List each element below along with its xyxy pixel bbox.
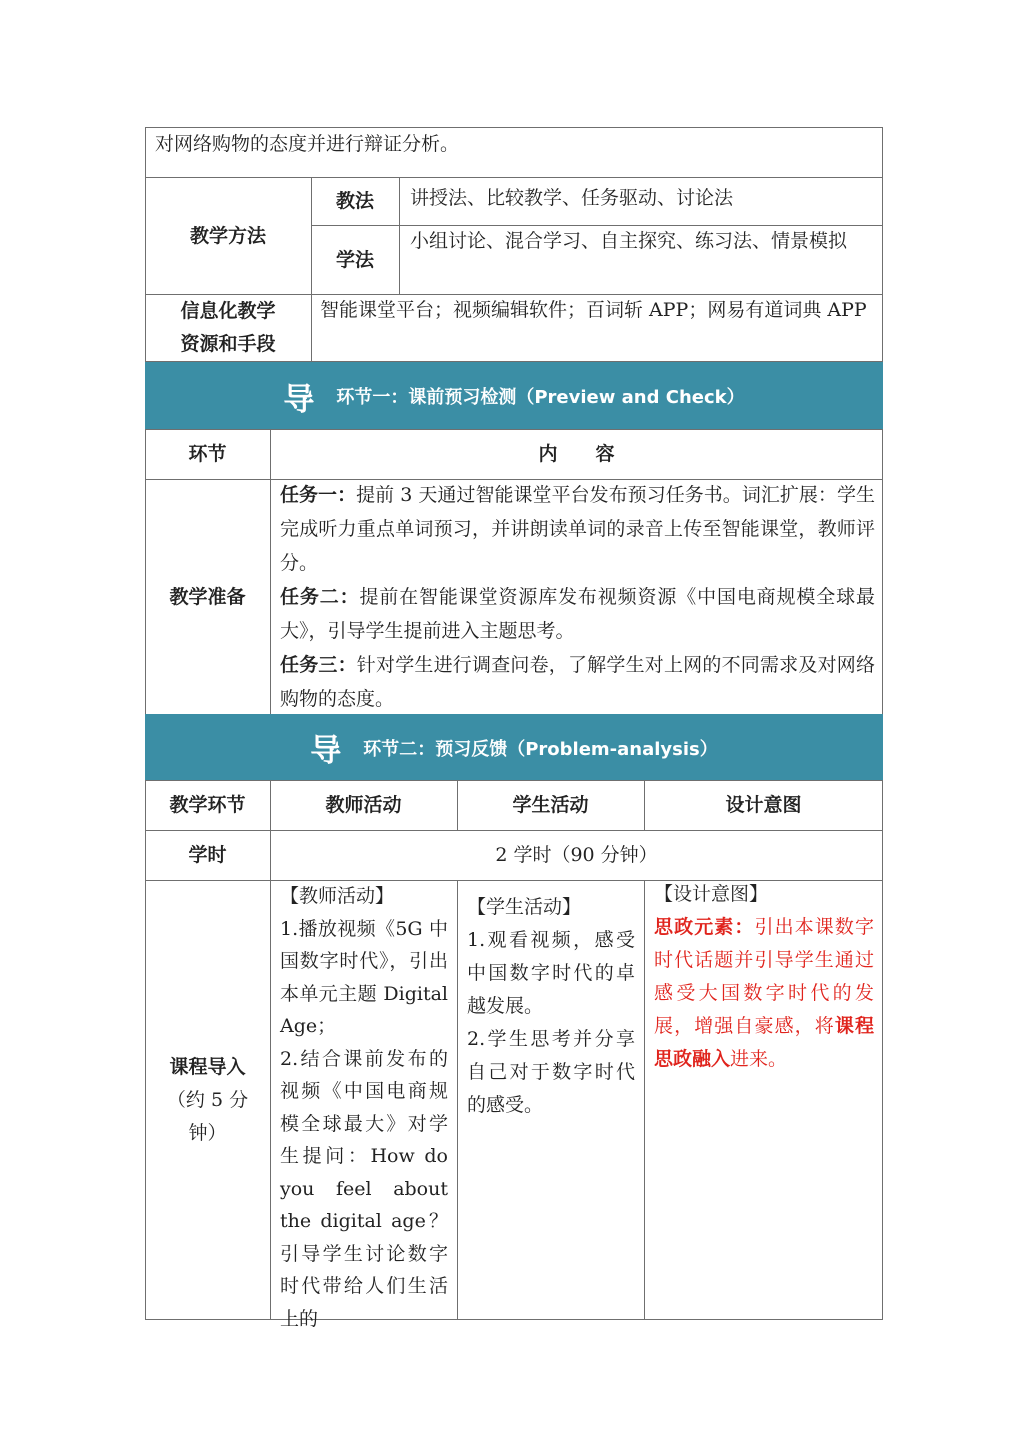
- resources-label: [145, 294, 311, 362]
- learn-method-label: 学法: [335, 248, 374, 271]
- design-intent: [654, 878, 874, 1076]
- section2-title: 环节二：预习反馈（Problem-analysis）: [363, 738, 718, 760]
- header1-col1: 环节: [188, 443, 227, 465]
- intro-label: [145, 880, 270, 1320]
- task1-text: 提前 3 天通过智能课堂平台发布预习任务书。词汇扩展：学生完成听力重点单词预习，并讲朗读单词的录音上传至智能课堂，教师评分。: [280, 484, 875, 574]
- teach-method-value: 讲授法、比较教学、任务驱动、讨论法: [410, 187, 734, 209]
- intro-label-sub1: （约 5 分: [166, 1088, 249, 1111]
- section-band-2: [145, 714, 883, 781]
- student-activity-head: 【学生活动】: [467, 896, 582, 918]
- teacher-activity-p2: 2.结合课前发布的视频《中国电商规模全球最大》对学生提问：How do you feel about the digital age？引导学生讨论数字时代带给人们生活上的: [280, 1047, 448, 1330]
- methods-label: 教学方法: [189, 224, 266, 247]
- student-activity-p2: 2.学生思考并分享自己对于数字时代的感受。: [467, 1028, 635, 1116]
- teach-method-label: 教法: [335, 189, 374, 212]
- resources-label-line2: 资源和手段: [180, 333, 276, 355]
- learn-method-value: 小组讨论、混合学习、自主探究、练习法、情景模拟: [410, 230, 848, 252]
- student-activity-p1: 1.观看视频，感受中国数字时代的卓越发展。: [467, 929, 635, 1017]
- task2-label: 任务二：: [280, 586, 360, 608]
- resources-value: 智能课堂平台；视频编辑软件；百词斩 APP；网易有道词典 APP: [320, 299, 867, 321]
- design-red-bold: 思政元素：: [654, 916, 755, 938]
- prep-content: [280, 478, 875, 716]
- section1-title: 环节一：课前预习检测（Preview and Check）: [336, 387, 745, 408]
- design-red-text2: 进来。: [730, 1048, 788, 1070]
- task2-text: 提前在智能课堂资源库发布视频资源《中国电商规模全球最大》，引导学生提前进入主题思考。: [280, 586, 875, 642]
- intro-label-sub2: 钟）: [188, 1121, 227, 1144]
- header2-col4: 设计意图: [725, 794, 802, 816]
- hours-label: 学时: [188, 844, 227, 866]
- task3-label: 任务三：: [280, 654, 357, 676]
- design-red-text1: 引出本课数字时代话题并引导学生通过感受大国数字时代的发展，增强自豪感，将: [654, 916, 874, 1037]
- teacher-activity-p1: 1.播放视频《5G 中国数字时代》，引出本单元主题 Digital Age；: [280, 917, 448, 1037]
- section2-glyph: 导: [310, 733, 342, 769]
- prep-label: 教学准备: [169, 585, 246, 608]
- task3-text: 针对学生进行调查问卷，了解学生对上网的不同需求及对网络购物的态度。: [280, 654, 875, 710]
- header2-col3: 学生活动: [512, 794, 589, 816]
- design-intent-head: 【设计意图】: [654, 883, 769, 905]
- header2-col1: 教学环节: [169, 794, 246, 816]
- intro-label-title: 课程导入: [169, 1055, 246, 1078]
- teacher-activity-head: 【教师活动】: [280, 885, 395, 907]
- hours-value: 2 学时（90 分钟）: [495, 844, 658, 866]
- header1-col2: 内 容: [538, 443, 615, 465]
- header2-col2: 教师活动: [325, 794, 402, 816]
- section-band-1: [145, 362, 883, 430]
- task1-label: 任务一：: [280, 484, 357, 506]
- resources-label-line1: 信息化教学: [180, 300, 276, 322]
- student-activity: [467, 891, 635, 1122]
- section1-glyph: 导: [283, 381, 315, 418]
- teacher-activity: [280, 880, 448, 1335]
- design-red-bold2: 课程思政融入: [654, 1015, 874, 1070]
- top-text: 对网络购物的态度并进行辩证分析。: [155, 133, 460, 155]
